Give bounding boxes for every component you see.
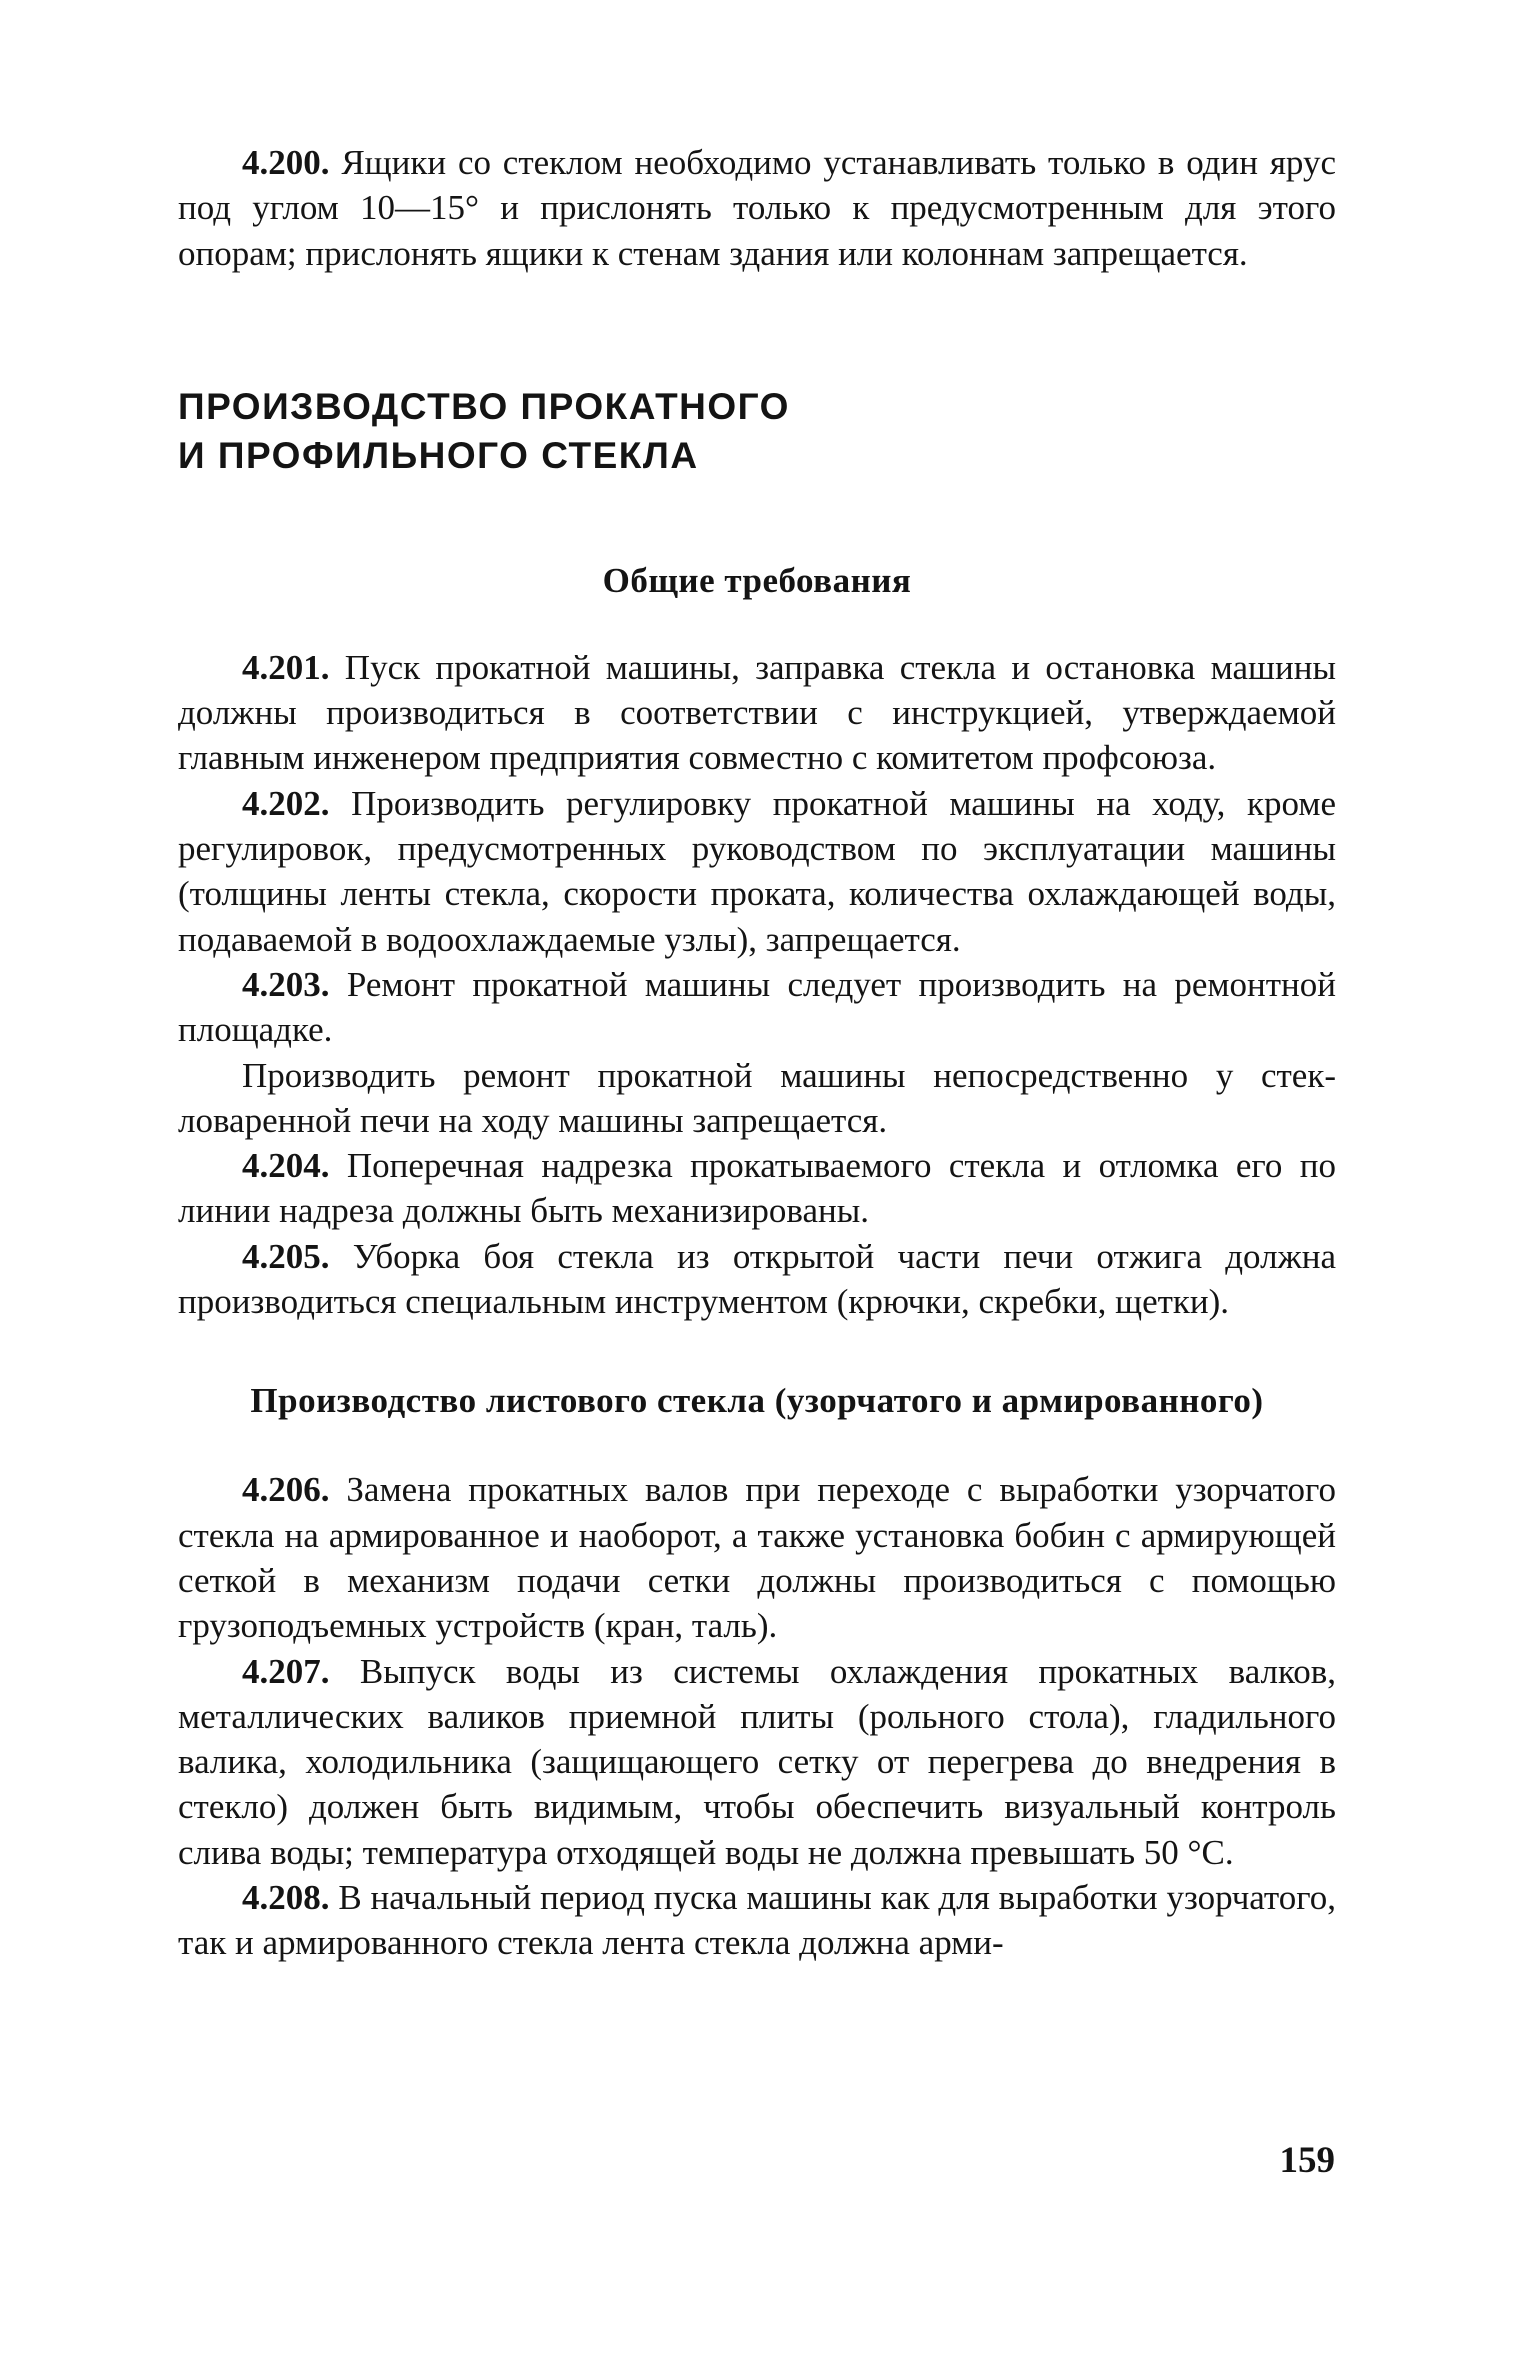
paragraph-4-206 <box>178 1467 1336 1648</box>
page-content <box>178 140 1336 1966</box>
paragraph-number: 4.206. <box>242 1470 330 1510</box>
paragraph-number: 4.202. <box>242 783 330 823</box>
paragraph-text: Уборка боя стекла из открытой части печи отжига должна производиться специальным инструментом (крючки, скребки, щетки). <box>178 1236 1336 1322</box>
paragraph-text: Ремонт прокатной машины следует производить на ремонтной площадке. <box>178 964 1336 1050</box>
paragraph-4-207 <box>178 1649 1336 1875</box>
subheading-sheet-glass-production: Производство листового стекла (узорчатого и армированного) <box>250 1381 1264 1421</box>
subheading-general-requirements: Общие требования <box>602 560 912 600</box>
paragraph-4-208 <box>178 1875 1336 1966</box>
paragraph-4-202 <box>178 781 1336 962</box>
paragraph-text: В начальный период пуска машины как для выработки узорчатого, так и армированного стекла лента стекла должна арми- <box>178 1878 1336 1963</box>
paragraph-text: Пуск прокатной машины, заправка стекла и остановка машины должны производиться в соответствии с инструкцией, утверждаемой главным инженером предприятия совместно с комитетом профсоюза. <box>178 647 1336 778</box>
paragraph-text: Выпуск воды из системы охлаждения прокатных валков, металлических валиков приемной плиты (рольного стола), гладильного валика, холодильника (защищающего сетку от перегрева до внедрения в стекло) должен быть видимым, чтобы обеспечить визуальный контроль слива воды; температура отходящей воды не должна превышать 50 °С. <box>178 1651 1336 1872</box>
paragraph-4-200 <box>178 140 1336 276</box>
paragraph-4-203 <box>178 962 1336 1053</box>
section-title <box>178 382 1336 480</box>
paragraph-number: 4.207. <box>242 1651 330 1691</box>
section-title-line-2: И ПРОФИЛЬНОГО СТЕКЛА <box>178 434 699 476</box>
paragraph-text: Поперечная надрезка прокатываемого стекла и отломка его по линии надреза должны быть механизированы. <box>178 1146 1336 1231</box>
paragraph-text: Производить регулировку прокатной машины на ходу, кроме регулировок, предусмотренных руководством по эксплуатации машины (толщины ленты стекла, скорости проката, количества охлаждающей воды, подаваемой в водоохлаждаемые узлы), запрещается. <box>178 783 1336 959</box>
paragraph-number: 4.200. <box>242 143 330 182</box>
paragraph-text: Ящики со стеклом необходимо устанавливать только в один ярус под углом 10—15° и прислонять только к предусмотренным для этого опорам; прислонять ящики к стенам здания или колоннам запрещается. <box>178 143 1336 273</box>
paragraph-4-203-continued: Производить ремонт прокатной машины непосредственно у стекловаренной печи на ходу машины запрещается. <box>178 1055 1336 1140</box>
paragraph-number: 4.205. <box>242 1236 330 1276</box>
paragraph-4-204 <box>178 1143 1336 1234</box>
paragraph-4-205 <box>178 1234 1336 1325</box>
paragraph-text: Замена прокатных валов при переходе с выработки узорчатого стекла на армированное и наоборот, а также установка бобин с армирующей сеткой в механизм подачи сетки должны производиться с помощью грузоподъемных устройств (кран, таль). <box>178 1470 1336 1646</box>
paragraph-number: 4.208. <box>242 1878 330 1918</box>
section-title-line-1: ПРОИЗВОДСТВО ПРОКАТНОГО <box>178 385 790 427</box>
paragraph-number: 4.203. <box>242 964 330 1004</box>
paragraph-4-201 <box>178 645 1336 781</box>
paragraph-number: 4.204. <box>242 1146 330 1186</box>
paragraph-number: 4.201. <box>242 647 330 687</box>
page-number: 159 <box>1279 2140 1335 2181</box>
